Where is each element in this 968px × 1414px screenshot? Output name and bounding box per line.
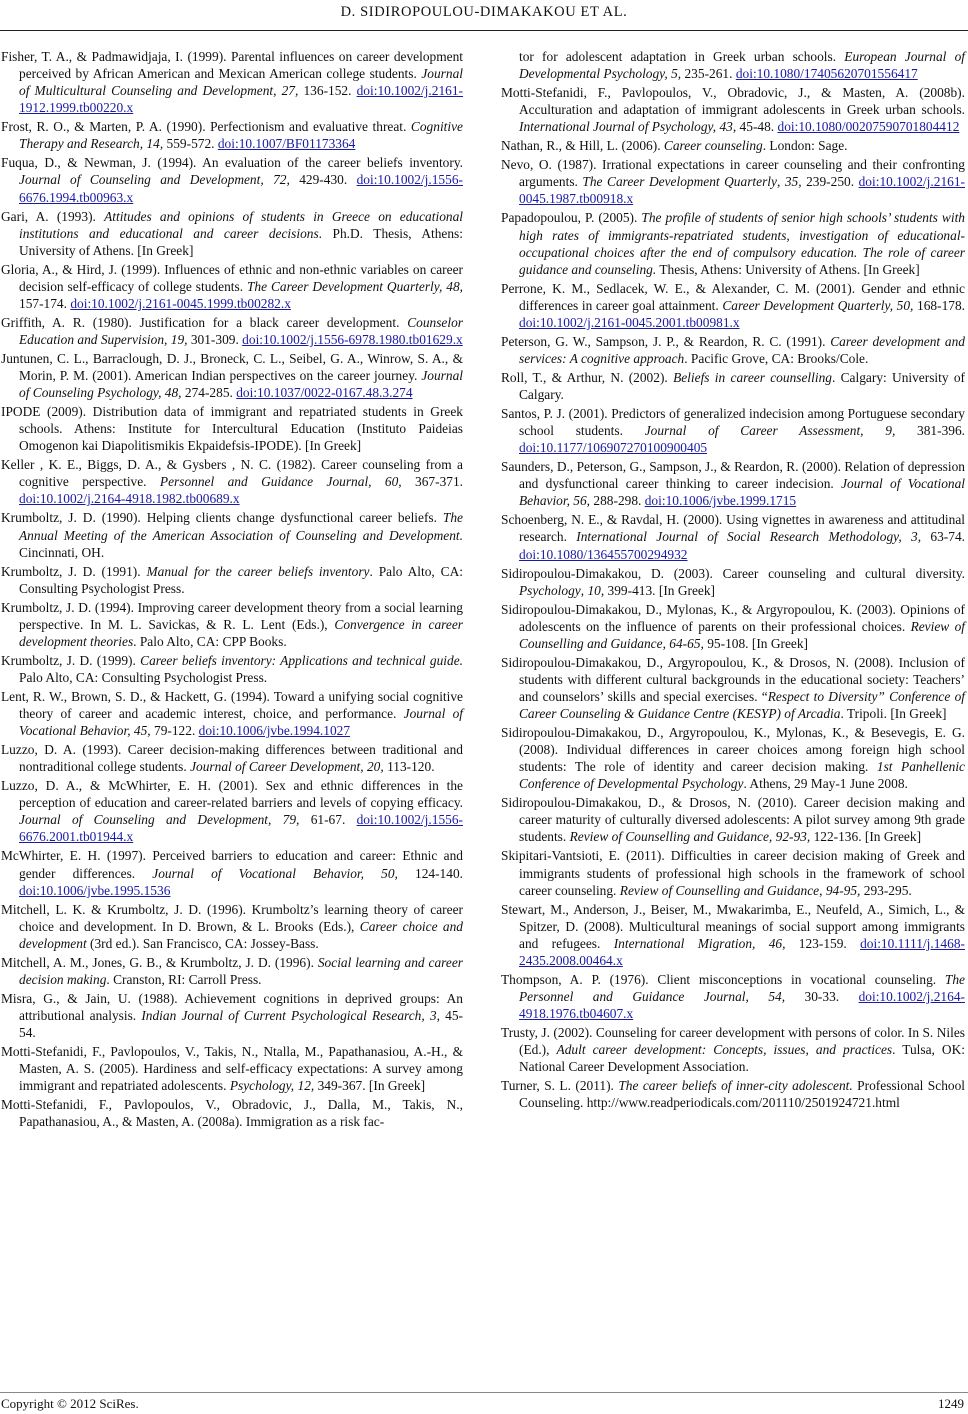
reference-text: . Calgary: University of Calgary. [519, 369, 965, 403]
reference-entry [501, 209, 965, 277]
reference-italic-text: Attitudes and opinions of students in Greece on educational institutions and educational and career decisions [19, 208, 464, 241]
reference-text: 288-298. [590, 493, 645, 509]
reference-italic-text: 94-95, [825, 882, 861, 898]
reference-text: . Palo Alto, CA: CPP Books. [133, 633, 287, 649]
reference-entry [1, 777, 463, 845]
references-column-right [501, 48, 965, 1113]
reference-text: . London: Sage. [762, 138, 848, 154]
reference-text: 367-371. [401, 474, 464, 490]
reference-text: Sidiropoulou-Dimakakou, D., & Drosos, N. (2010). Career decision making and career maturity of culturally diversed adolescents: A pilot survey among 9th grade students. [501, 795, 965, 845]
reference-text: Griffith, A. R. (1980). Justification for a black career development. [1, 314, 408, 330]
doi-link[interactable]: doi:10.1002/j.2161-0045.2001.tb00981.x [519, 314, 740, 330]
footer-rule [0, 1392, 968, 1393]
reference-entry [1, 599, 463, 650]
doi-link[interactable]: doi:10.1002/j.1556-6978.1980.tb01629.x [242, 331, 463, 347]
doi-link[interactable]: doi:10.1002/j.2161-0045.1987.tb00918.x [519, 174, 965, 207]
reference-text: Saunders, D., Peterson, G., Sampson, J., & Reardon, R. (2000). Relation of depression and dysfunctional career thinking to career indecision. [501, 459, 965, 492]
reference-text: Sidiropoulou-Dimakakou, D. (2003). Career counseling and cultural diversity. [501, 565, 965, 581]
reference-entry [1, 1096, 463, 1130]
reference-italic-text: Review of Counselling and Guidance [619, 882, 820, 898]
reference-text: , [580, 582, 588, 598]
reference-text: 301-309. [187, 331, 243, 347]
doi-link[interactable]: doi:10.1080/00207590701804412 [777, 119, 960, 135]
reference-text: . Pacific Grove, CA: Brooks/Cole. [684, 350, 869, 366]
reference-entry [1, 261, 463, 312]
reference-text: 239-250. [801, 174, 859, 190]
reference-italic-text: Career beliefs inventory: Applications and technical guide. [140, 652, 463, 668]
doi-link[interactable]: doi:10.1007/BF01173364 [217, 136, 356, 152]
doi-link[interactable]: doi:10.1037/0022-0167.48.3.274 [236, 385, 413, 401]
reference-text: Roll, T., & Arthur, N. (2002). [501, 369, 674, 385]
doi-link[interactable]: doi:10.1002/j.1556-6676.1994.tb00963.x [19, 172, 463, 205]
reference-text: Palo Alto, CA: Consulting Psychologist Press. [19, 669, 268, 685]
reference-text: 381-396. [895, 423, 966, 439]
reference-italic-text: 35, [784, 174, 802, 190]
reference-italic-text: Review of Counselling and Guidance [519, 618, 965, 651]
reference-text: Papadopoulou, P. (2005). [501, 210, 642, 226]
references-column-left [1, 48, 463, 1132]
reference-entry [501, 654, 965, 722]
reference-italic-text: Career Development Quarterly, 50, [722, 297, 914, 313]
reference-entry [1, 1043, 463, 1094]
reference-text: . Palo Alto, CA: Consulting Psychologist Press. [19, 563, 463, 596]
reference-entry [501, 405, 965, 456]
reference-text: Trusty, J. (2002). Counseling for career development with persons of color. In S. Niles (Ed.), [501, 1025, 965, 1058]
reference-text: Peterson, G. W., Sampson, J. P., & Reardon, R. C. (1991). [501, 333, 831, 349]
doi-link[interactable]: doi:10.1002/j.2164-4918.1982.tb00689.x [19, 491, 240, 507]
reference-entry [1, 563, 463, 597]
reference-text: IPODE (2009). Distribution data of immigrant and repatriated students in Greek schools. Athens: Institute for Intercultural Education (Instituto Paideias Omogenon kai Diapolitismikis Ekpaidefsis-IPODE). [In Greek] [1, 404, 463, 454]
reference-text: 157-174. [19, 295, 71, 311]
reference-italic-text: Career choice and development [19, 918, 463, 951]
reference-text: Krumboltz, J. D. (1994). Improving career development theory from a social learning perspective. In M. L. Savickas, & R. L. Lent (Eds.), [1, 599, 463, 632]
reference-italic-text: The Annual Meeting of the American Association of Counseling and Development. [19, 510, 463, 543]
reference-italic-text: The Career Development Quarterly [582, 174, 777, 190]
reference-italic-text: Journal of Vocational Behavior, 56, [519, 476, 966, 509]
reference-text: Motti-Stefanidi, F., Pavlopoulos, V., Takis, N., Ntalla, M., Papathanasiou, A.-H., & Masten, A. S. (2005). Hardiness and self-efficacy expectations: A survey among immigrant and repatriated adolescents. [1, 1044, 463, 1094]
reference-entry [501, 1024, 965, 1075]
reference-entry [501, 280, 965, 331]
reference-text: 293-295. [860, 882, 912, 898]
reference-text: . Cranston, RI: Carroll Press. [106, 971, 262, 987]
reference-text: 63-74. [921, 529, 965, 545]
reference-italic-text: Indian Journal of Current Psychological Research, 3, [141, 1007, 440, 1023]
reference-italic-text: Personnel and Guidance Journal, 60, [159, 474, 402, 490]
reference-text: 124-140. [397, 865, 463, 881]
reference-entry [1, 118, 463, 152]
reference-text: 136-152. [298, 83, 357, 99]
reference-text: (3rd ed.). San Francisco, CA: Jossey-Bass. [86, 935, 319, 951]
reference-text: , [819, 882, 826, 898]
reference-italic-text: Social learning and career decision making [19, 954, 463, 987]
reference-italic-text: Convergence in career development theories [19, 616, 463, 649]
reference-entry [1, 652, 463, 686]
reference-italic-text: 10, [587, 582, 605, 598]
reference-text: Krumboltz, J. D. (1999). [1, 652, 141, 668]
reference-italic-text: Journal of Vocational Behavior, 45, [19, 706, 464, 739]
reference-italic-text: The Personnel and Guidance Journal, 54, [519, 971, 965, 1004]
reference-italic-text: Journal of Counseling Psychology, 48, [19, 368, 463, 401]
reference-entry [501, 369, 965, 403]
reference-text: Mitchell, A. M., Jones, G. B., & Krumboltz, J. D. (1996). [1, 954, 318, 970]
reference-text: Fuqua, D., & Newman, J. (1994). An evaluation of the career beliefs inventory. [1, 155, 463, 171]
reference-entry [501, 847, 965, 898]
reference-italic-text: Career counseling [663, 138, 763, 154]
reference-entry [1, 990, 463, 1041]
reference-text: Frost, R. O., & Marten, P. A. (1990). Perfectionism and evaluative threat. [1, 119, 411, 135]
reference-entry [501, 724, 965, 792]
doi-link[interactable]: doi:10.1002/j.1556-6676.2001.tb01944.x [19, 812, 463, 845]
reference-text: Sidiropoulou-Dimakakou, D., Argyropoulou, K., & Drosos, N. (2008). Inclusion of students with different cultural backgrounds in the educational society: Teachers’ and counselors’ skills and special exercises. “ [501, 654, 965, 704]
reference-italic-text: The profile of students of senior high schools’ students with high rates of immigrants-repatriated students, investigation of educational-occupational choices after the end of compulsory education. The role of career guidance and counseling. [519, 210, 965, 277]
doi-link[interactable]: doi:10.1002/j.2161-1912.1999.tb00220.x [19, 83, 463, 116]
reference-text: Sidiropoulou-Dimakakou, D., Argyropoulou, K., Mylonas, K., & Besevegis, E. G. (2008). Individual differences in career choices among foreign high school students: The role of identity and career decision making. [501, 725, 965, 775]
copyright-notice: Copyright © 2012 SciRes. [1, 1396, 139, 1411]
url-link[interactable]: http://www.readperiodicals.com/201110/2501924721.html [586, 1095, 900, 1111]
reference-text: Sidiropoulou-Dimakakou, D., Mylonas, K., & Argyropoulou, K. (2003). Opinions of adolescents on the influence of parents on their professional choices. [501, 601, 965, 634]
reference-italic-text: European Journal of Developmental Psychology, 5, [519, 49, 965, 82]
reference-text: . Ph.D. Thesis, Athens: University of Athens. [In Greek] [19, 225, 463, 258]
reference-italic-text: Journal of Vocational Behavior, 50, [152, 865, 398, 881]
reference-text: , [662, 635, 670, 651]
reference-text: Gari, A. (1993). [1, 208, 105, 224]
reference-text: Thesis, Athens: University of Athens. [In Greek] [656, 261, 920, 277]
doi-link[interactable]: doi:10.1177/106907270100900405 [519, 440, 708, 456]
reference-text: McWhirter, E. H. (1997). Perceived barriers to education and career: Ethnic and gender differences. [1, 848, 463, 881]
reference-entry [1, 688, 463, 739]
reference-text: 274-285. [181, 385, 237, 401]
reference-entry [1, 208, 463, 259]
reference-text: 168-178. [913, 297, 965, 313]
reference-italic-text: Review of Counselling and Guidance, 92-93, [569, 829, 811, 845]
reference-entry [501, 137, 965, 154]
reference-italic-text: International Journal of Psychology, 43, [519, 119, 737, 135]
reference-italic-text: Journal of Career Assessment, 9, [644, 423, 896, 439]
reference-italic-text: Beliefs in career counselling [673, 369, 832, 385]
reference-entry [1, 154, 463, 205]
reference-text: Motti-Stefanidi, F., Pavlopoulos, V., Obradovic, J., Dalla, M., Takis, N., Papathanasiou, A., & Masten, A. (2008a). Immigration as a risk fac- [1, 1097, 463, 1130]
reference-entry [501, 794, 965, 845]
reference-entry [1, 954, 463, 988]
reference-text: . Tripoli. [In Greek] [840, 706, 947, 722]
reference-entry [1, 509, 463, 560]
reference-text: Perrone, K. M., Sedlacek, W. E., & Alexander, C. M. (2001). Gender and ethnic differences in career goal attainment. [501, 280, 965, 313]
reference-entry [501, 1077, 965, 1111]
reference-italic-text: Cognitive Therapy and Research, 14, [19, 119, 463, 152]
reference-text: Professional School Counseling. [519, 1078, 966, 1111]
reference-text: 123-159. [785, 935, 861, 951]
reference-text: 349-367. [In Greek] [314, 1078, 426, 1094]
reference-text: Misra, G., & Jain, U. (1988). Achievement cognitions in deprived groups: An attributional analysis. [1, 990, 463, 1023]
reference-text: 45-54. [19, 1007, 463, 1041]
reference-text: Fisher, T. A., & Padmawidjaja, I. (1999). Parental influences on career development perceived by African American and Mexican American college students. [1, 49, 463, 82]
reference-text: 559-572. [163, 136, 218, 152]
reference-entry [501, 565, 965, 599]
reference-text: 95-108. [In Greek] [703, 635, 808, 651]
doi-link[interactable]: doi:10.1002/j.2161-0045.1999.tb00282.x [70, 295, 291, 311]
reference-text: Motti-Stefanidi, F., Pavlopoulos, V., Obradovic, J., & Masten, A. (2008b). Acculturation and adaptation of immigrant adolescents in Greek urban schools. [501, 85, 965, 118]
reference-italic-text: Psychology [519, 582, 581, 598]
reference-entry [1, 901, 463, 952]
reference-text: 113-120. [383, 759, 435, 775]
reference-text: 399-413. [In Greek] [604, 582, 715, 598]
reference-entry [501, 511, 965, 562]
reference-italic-text: Journal of Counseling and Development, 72, [19, 172, 290, 188]
reference-text: Keller , K. E., Biggs, D. A., & Gysbers , N. C. (1982). Career counseling from a cognitive perspective. [1, 457, 463, 490]
reference-entry [501, 601, 965, 652]
reference-text: Krumboltz, J. D. (1990). Helping clients change dysfunctional career beliefs. [1, 510, 443, 526]
reference-text: 429-430. [289, 172, 357, 188]
reference-italic-text: Journal of Counseling and Development, 79, [19, 812, 300, 828]
reference-entry [1, 314, 463, 348]
doi-link[interactable]: doi:10.1006/jvbe.1995.1536 [19, 882, 171, 898]
reference-italic-text: Manual for the career beliefs inventory [146, 563, 370, 579]
reference-text: , [776, 174, 785, 190]
reference-italic-text: The career beliefs of inner-city adolescent. [618, 1078, 853, 1094]
reference-text: 79-122. [150, 723, 199, 739]
reference-text: 61-67. [299, 812, 357, 828]
reference-italic-text: Psychology, 12, [229, 1078, 315, 1094]
reference-text: . Athens, 29 May-1 June 2008. [743, 776, 908, 792]
reference-entry [1, 350, 463, 401]
doi-link[interactable]: doi:10.1006/jvbe.1999.1715 [644, 493, 797, 509]
reference-entry-continued [501, 48, 965, 82]
reference-entry [501, 971, 965, 1022]
reference-italic-text: Journal of Multicultural Counseling and Development, 27, [19, 66, 463, 99]
reference-italic-text: The Career Development Quarterly, 48, [246, 278, 463, 294]
reference-text: Juntunen, C. L., Barraclough, D. J., Broneck, C. L., Seibel, G. A., Winrow, S. A., & Morin, P. M. (2001). American Indian perspectives on the career journey. [1, 350, 463, 384]
reference-text: Schoenberg, N. E., & Ravdal, H. (2000). Using vignettes in awareness and attitudinal research. [501, 512, 965, 545]
reference-text: Stewart, M., Anderson, J., Beiser, M., Mwakarimba, E., Neufeld, A., Simich, L., & Spitzer, D. (2008). Multicultural meanings of social support among immigrants and refugees. [501, 901, 965, 951]
doi-link[interactable]: doi:10.1006/jvbe.1994.1027 [198, 723, 351, 739]
reference-text: Mitchell, L. K. & Krumboltz, J. D. (1996). Krumboltz’s learning theory of career choice and development. In D. Brown, & L. Brooks (Eds.), [1, 901, 463, 934]
reference-text: Gloria, A., & Hird, J. (1999). Influences of ethnic and non-ethnic variables on career decision self-efficacy of college students. [1, 261, 463, 294]
running-header: D. SIDIROPOULOU-DIMAKAKOU ET AL. [340, 4, 628, 20]
doi-link[interactable]: doi:10.1111/j.1468-2435.2008.00464.x [519, 935, 965, 968]
reference-italic-text: 64-65, [669, 635, 704, 651]
reference-entry [501, 458, 965, 509]
reference-entry [501, 156, 965, 207]
reference-text: Luzzo, D. A. (1993). Career decision-making differences between traditional and nontraditional college students. [1, 742, 463, 775]
reference-entry [501, 333, 965, 367]
reference-text: 122-136. [In Greek] [810, 829, 922, 845]
reference-text: Nathan, R., & Hill, L. (2006). [501, 138, 664, 154]
reference-entry [1, 403, 463, 454]
reference-text: Skipitari-Vantsioti, E. (2011). Difficulties in career decision making of Greek and immigrants students of professional high schools in the framework of school career counseling. [501, 848, 965, 898]
reference-italic-text: Career development and services: A cognitive approach [519, 333, 965, 366]
reference-italic-text: International Journal of Social Research Methodology, 3, [576, 529, 922, 545]
doi-link[interactable]: doi:10.1080/17405620701556417 [735, 66, 918, 82]
reference-text: Santos, P. J. (2001). Predictors of generalized indecision among Portuguese secondary school students. [501, 406, 965, 439]
header-rule [0, 30, 968, 31]
reference-italic-text: International Migration, 46, [613, 935, 786, 951]
doi-link[interactable]: doi:10.1080/136455700294932 [519, 546, 688, 562]
reference-entry [501, 84, 965, 135]
reference-italic-text: Adult career development: Concepts, issues, and practices [556, 1042, 893, 1058]
reference-text: Nevo, O. (1987). Irrational expectations in career counseling and their confronting arguments. [501, 157, 965, 190]
reference-text: . Tulsa, OK: National Career Development Association. [519, 1042, 965, 1075]
reference-italic-text: 1st Panhellenic Conference of Developmental Psychology [519, 759, 965, 792]
reference-italic-text: Counselor Education and Supervision, 19, [19, 314, 463, 347]
reference-text: Cincinnati, OH. [19, 544, 105, 560]
doi-link[interactable]: doi:10.1002/j.2164-4918.1976.tb04607.x [519, 989, 965, 1022]
page-number: 1249 [938, 1396, 964, 1411]
reference-text: Turner, S. L. (2011). [501, 1078, 619, 1094]
reference-entry [501, 901, 965, 969]
reference-italic-text: Respect to Diversity” Conference of Career Counseling & Guidance Centre (KESYP) of Arcadia [519, 688, 965, 722]
reference-text: tor for adolescent adaptation in Greek urban schools. [519, 49, 845, 64]
reference-text: Lent, R. W., Brown, S. D., & Hackett, G. (1994). Toward a unifying social cognitive theory of career and academic interest, choice, and performance. [1, 688, 463, 722]
reference-italic-text: Journal of Career Development, 20, [190, 759, 384, 775]
reference-text: Krumboltz, J. D. (1991). [1, 563, 147, 579]
reference-text: Thompson, A. P. (1976). Client misconceptions in vocational counseling. [501, 971, 945, 987]
reference-text: 30-33. [785, 989, 859, 1004]
reference-entry [1, 48, 463, 116]
reference-text: 45-48. [736, 119, 778, 135]
reference-entry [1, 741, 463, 775]
reference-entry [1, 847, 463, 898]
reference-entry [1, 456, 463, 507]
reference-text: Luzzo, D. A., & McWhirter, E. H. (2001). Sex and ethnic differences in the perception of education and career-related barriers and levels of copying efficacy. [1, 778, 463, 811]
reference-text: 235-261. [681, 66, 736, 82]
